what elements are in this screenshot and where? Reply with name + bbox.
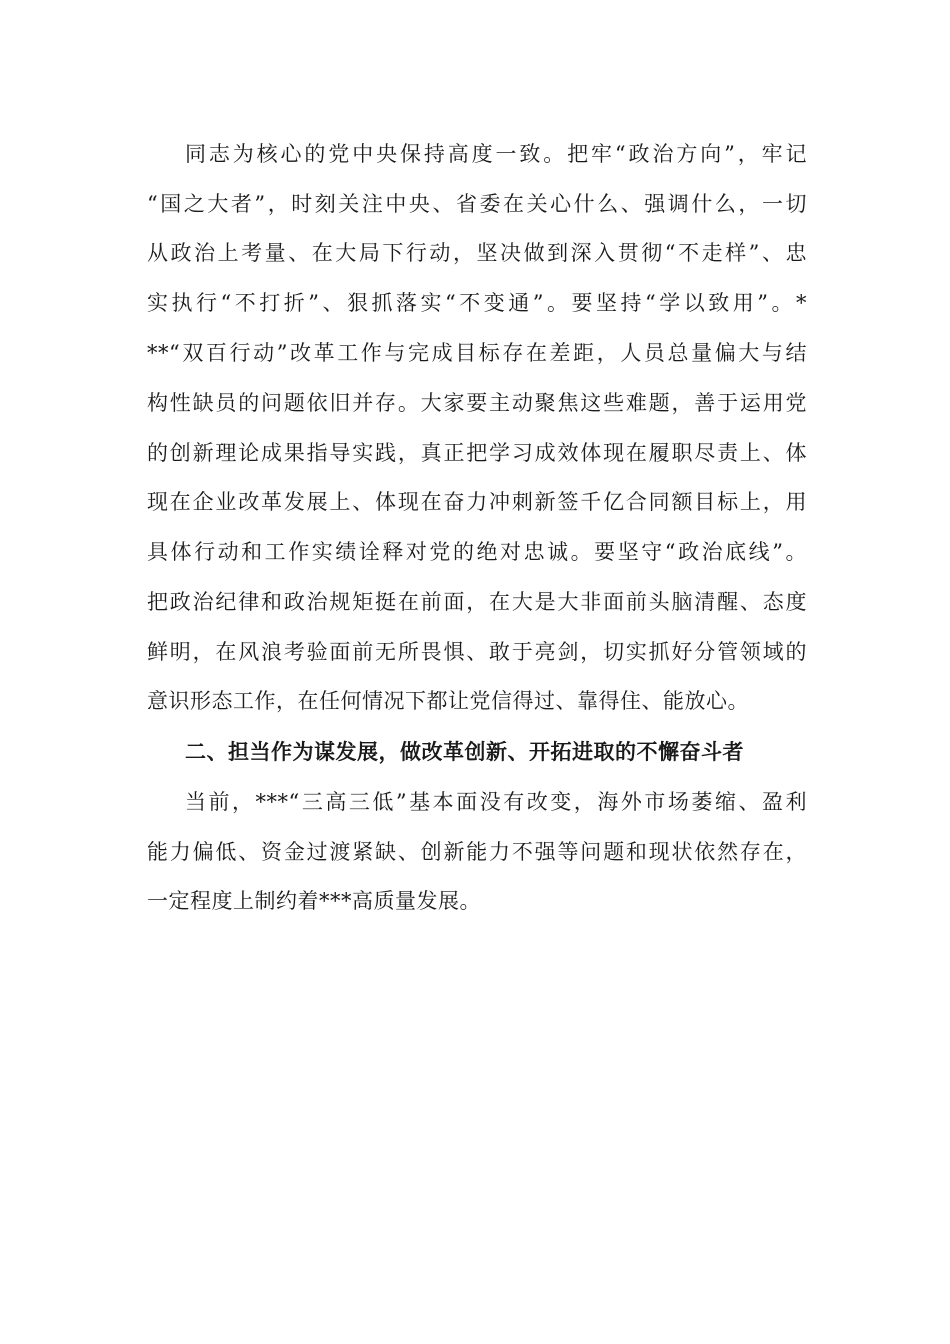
- section-heading: 二、担当作为谋发展，做改革创新、开拓进取的不懈奋斗者: [185, 739, 744, 764]
- text-line: 构性缺员的问题依旧并存。大家要主动聚焦这些难题，善于运用党: [147, 391, 807, 415]
- text-line: 具体行动和工作实绩诠释对党的绝对忠诚。要坚守“政治底线”。: [147, 540, 807, 564]
- text-line: 能力偏低、资金过渡紧缺、创新能力不强等问题和现状依然存在，: [147, 840, 807, 864]
- text-line: 现在企业改革发展上、体现在奋力冲刺新签千亿合同额目标上，用: [147, 490, 807, 514]
- text-line: 一定程度上制约着***高质量发展。: [147, 889, 481, 913]
- text-line: 从政治上考量、在大局下行动，坚决做到深入贯彻“不走样”、忠: [147, 241, 807, 265]
- text-line: 实执行“不打折”、狠抓落实“不变通”。要坚持“学以致用”。*: [147, 291, 807, 315]
- text-line: **“双百行动”改革工作与完成目标存在差距，人员总量偏大与结: [147, 341, 807, 365]
- text-line: “国之大者”，时刻关注中央、省委在关心什么、强调什么，一切: [147, 192, 807, 216]
- text-line: 当前，***“三高三低”基本面没有改变，海外市场萎缩、盈利: [185, 790, 807, 814]
- text-line: 意识形态工作，在任何情况下都让党信得过、靠得住、能放心。: [147, 689, 749, 713]
- text-line: 的创新理论成果指导实践，真正把学习成效体现在履职尽责上、体: [147, 441, 807, 465]
- text-line: 同志为核心的党中央保持高度一致。把牢“政治方向”，牢记: [185, 142, 807, 166]
- text-line: 鲜明，在风浪考验面前无所畏惧、敢于亮剑，切实抓好分管领域的: [147, 640, 807, 664]
- text-line: 把政治纪律和政治规矩挺在前面，在大是大非面前头脑清醒、态度: [147, 590, 807, 614]
